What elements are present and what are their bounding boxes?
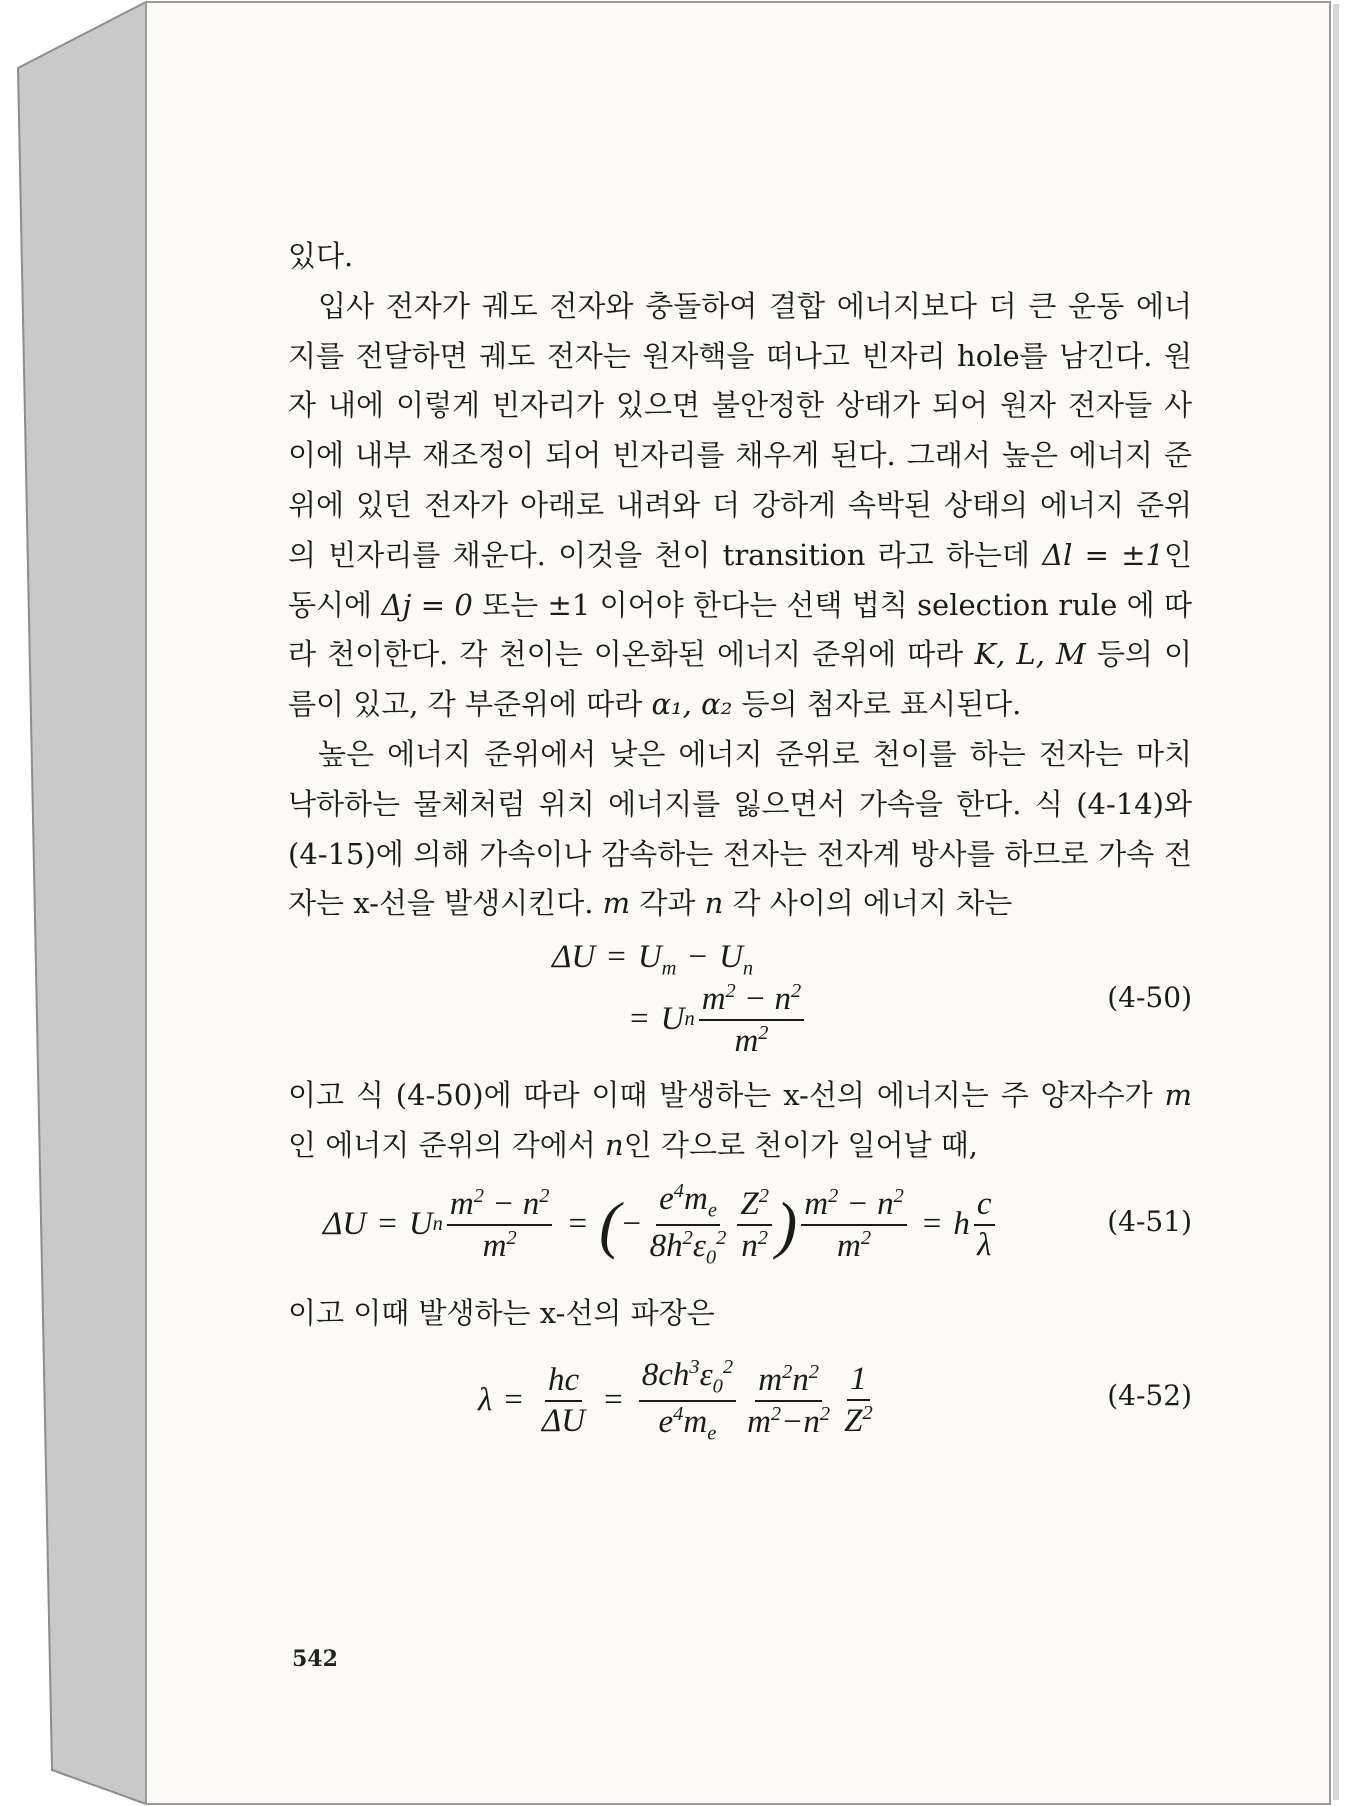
- equation-4-50: $\Delta U = U_m - U_n$ = U n $\frac{m^2 - n^2}{m^2}$ (4-50): [552, 939, 1192, 1059]
- paragraph-2: 입사 전자가 궤도 전자와 충돌하여 결합 에너지보다 더 큰 운동 에너지를 전달하면 궤도 전자는 원자핵을 떠나고 빈자리 hole를 남긴다. 원자 내에 이렇게 빈자리가 있으면 불안정한 상태가 되어 원자 전자들 사이에 내부 재조정이 되어 빈자리를 채우게 된다. 그래서 높은 에너지 준위에 있던 전자가 아래로 내려와 더 강하게 속박된 상태의 에너지 준위의 빈자리를 채운다. 이것을 천이 transition 라고 하는데 Δl = ±1인 동시에 Δj = 0 또는 ±1 이어야 한다는 선택 법칙 selection rule 에 따라 천이한다. 각 천이는 이온화된 에너지 준위에 따라 K, L, M 등의 이름이 있고, 각 부준위에 따라 α₁, α₂ 등의 첨자로 표시된다.: [288, 288, 1193, 722]
- page-body: [288, 232, 1192, 1469]
- page-number: 542: [292, 1646, 338, 1672]
- equation-4-51: ΔU = U n $\frac{m^2 - n^2}{m^2}$ = ( − $\frac{e^4m_e}{8h^2\varepsilon_0^2}$ $\frac{Z^2}{n^2}$ ) $\frac{m^2 - n^2}{m^2}$ = h $\frac{c}{\lambda}$ (4-51): [323, 1179, 1192, 1269]
- paragraph-5: 이고 이때 발생하는 x-선의 파장은: [288, 1295, 715, 1330]
- paragraph-1: 있다.: [288, 239, 354, 273]
- equation-number-4-52: (4-52): [1107, 1378, 1192, 1412]
- paragraph-3: 높은 에너지 준위에서 낮은 에너지 준위로 천이를 하는 전자는 마치 낙하하는 물체처럼 위치 에너지를 잃으면서 가속을 한다. 식 (4-14)와 (4-15)에 의해 가속이나 감속하는 전자는 전자계 방사를 하므로 가속 전자는 x-선을 발생시킨다. m 각과 n 각 사이의 에너지 차는: [288, 736, 1192, 921]
- equation-number-4-50: (4-50): [1107, 981, 1192, 1015]
- paragraph-4: 이고 식 (4-50)에 따라 이때 발생하는 x-선의 에너지는 주 양자수가 m인 에너지 준위의 각에서 n인 각으로 천이가 일어날 때,: [288, 1078, 1192, 1162]
- equation-number-4-51: (4-51): [1107, 1204, 1192, 1238]
- equation-4-52: λ = $\frac{hc}{\Delta U}$ = $\frac{8ch^3\varepsilon_0^2}{e^4m_e}$ $\frac{m^2n^2}{m^2-n^2}$ $\frac{1}{Z^2}$ (4-52): [478, 1355, 1192, 1445]
